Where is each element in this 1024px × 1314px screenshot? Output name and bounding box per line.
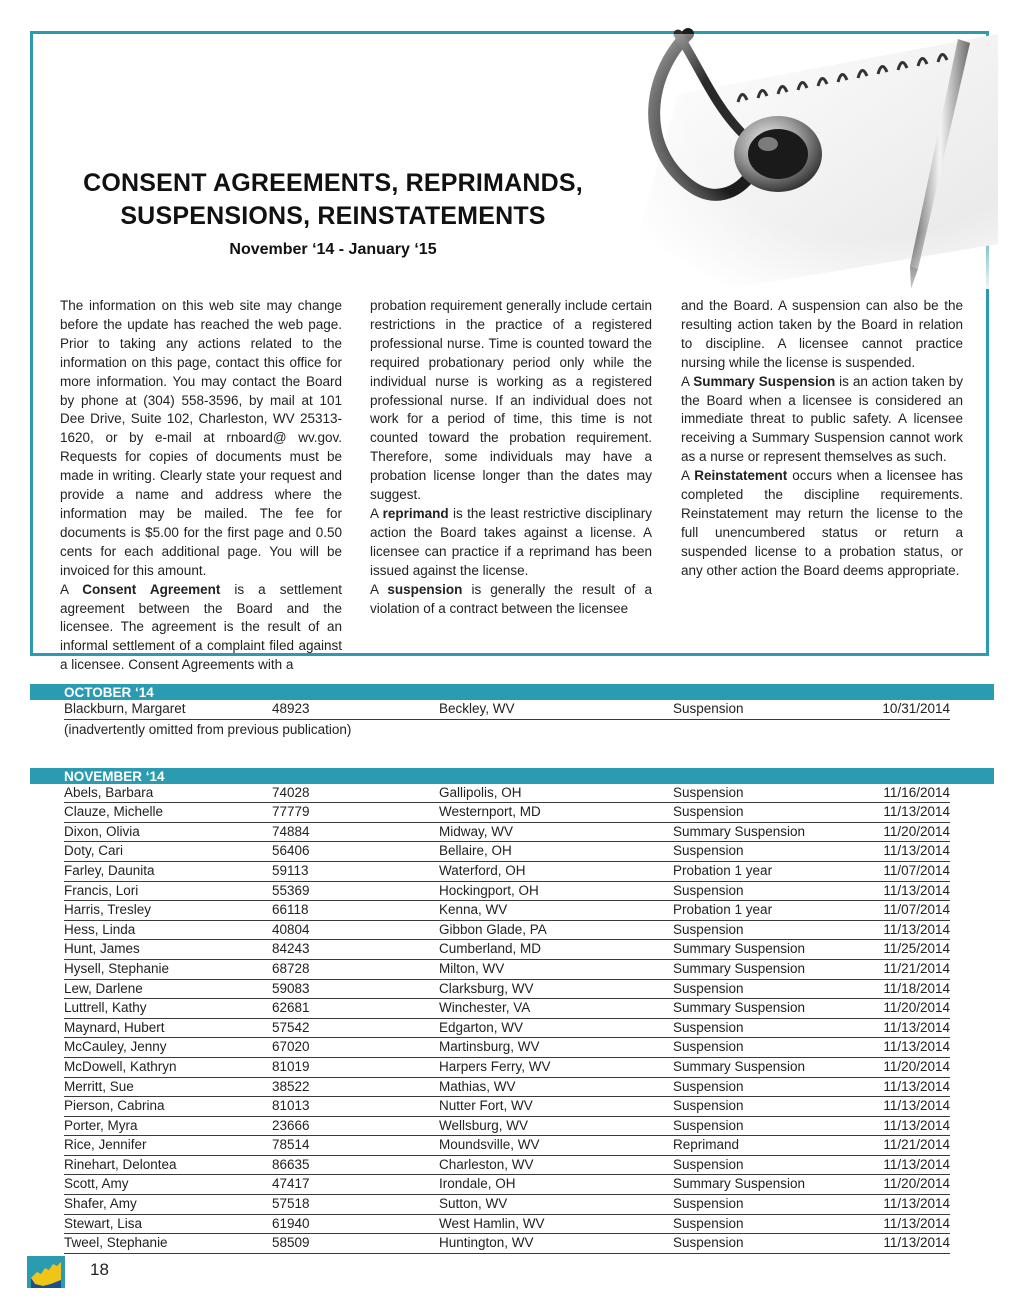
licensee-name: Rice, Jennifer bbox=[64, 1137, 147, 1153]
licensee-name: Lew, Darlene bbox=[64, 980, 143, 996]
consent-paragraph-continued: probation requirement generally include certain restrictions in the practice of a registered professional nurse. Time is counted toward the required probationary period only while the individual nurse is working as a registered professional nurse. If an individual does not work for a period of time, this time is not counted toward the probation requirement. Therefore, some individuals may have a probation license longer than the dates may suggest. bbox=[370, 298, 652, 503]
table-row bbox=[64, 803, 950, 823]
action: Suspension bbox=[673, 882, 744, 898]
license-number: 81013 bbox=[272, 1098, 310, 1114]
table-row bbox=[64, 1038, 950, 1058]
action-date: 11/20/2014 bbox=[883, 1000, 950, 1016]
discipline-list bbox=[30, 684, 994, 1254]
table-row bbox=[64, 1234, 950, 1254]
table-row bbox=[64, 1195, 950, 1215]
action-date: 11/13/2014 bbox=[883, 1078, 950, 1094]
license-number: 74884 bbox=[272, 823, 310, 839]
action-date: 11/13/2014 bbox=[883, 1019, 950, 1035]
title-line-1: CONSENT AGREEMENTS, REPRIMANDS, bbox=[83, 169, 583, 197]
action: Suspension bbox=[673, 1156, 744, 1172]
intro-panel bbox=[30, 31, 989, 673]
text-column-3 bbox=[681, 297, 963, 581]
table-row bbox=[64, 784, 950, 804]
reinstatement-paragraph-term: Reinstatement bbox=[694, 468, 788, 484]
month-heading-november: NOVEMBER ‘14 bbox=[30, 768, 994, 784]
page-number: 18 bbox=[90, 1260, 109, 1279]
table-row bbox=[64, 862, 950, 882]
licensee-name: Hunt, James bbox=[64, 941, 140, 957]
action: Suspension bbox=[673, 921, 744, 937]
action-date: 11/20/2014 bbox=[883, 1176, 950, 1192]
license-number: 38522 bbox=[272, 1078, 310, 1094]
city: Kenna, WV bbox=[439, 902, 508, 918]
suspension-continued-paragraph: and the Board. A suspension can also be the resulting action taken by the Board in relation to discipline. A licensee cannot practice nursing while the license is suspended. bbox=[681, 298, 963, 370]
license-number: 62681 bbox=[272, 1000, 310, 1016]
city: Moundsville, WV bbox=[439, 1137, 540, 1153]
city: Sutton, WV bbox=[439, 1196, 508, 1212]
action-date: 11/13/2014 bbox=[883, 1235, 950, 1251]
table-row bbox=[64, 700, 950, 720]
city: Martinsburg, WV bbox=[439, 1039, 540, 1055]
text-column-1 bbox=[60, 297, 342, 675]
city: Gibbon Glade, PA bbox=[439, 921, 547, 937]
table-row bbox=[64, 921, 950, 941]
licensee-name: Hess, Linda bbox=[64, 921, 136, 937]
license-number: 23666 bbox=[272, 1117, 310, 1133]
october-rows bbox=[30, 700, 994, 720]
action-date: 10/31/2014 bbox=[882, 701, 950, 716]
license-number: 61940 bbox=[272, 1215, 310, 1231]
action: Summary Suspension bbox=[673, 941, 806, 957]
table-row bbox=[64, 1215, 950, 1235]
license-number: 57518 bbox=[272, 1196, 310, 1212]
action: Suspension bbox=[673, 1019, 744, 1035]
licensee-name: Abels, Barbara bbox=[64, 784, 154, 800]
action: Suspension bbox=[673, 1039, 744, 1055]
city: Milton, WV bbox=[439, 960, 505, 976]
action-date: 11/21/2014 bbox=[883, 960, 950, 976]
licensee-name: Hysell, Stephanie bbox=[64, 960, 170, 976]
table-row bbox=[64, 1117, 950, 1137]
licensee-name: Maynard, Hubert bbox=[64, 1019, 165, 1035]
action: Summary Suspension bbox=[673, 960, 806, 976]
city: Charleston, WV bbox=[439, 1156, 534, 1172]
city: Nutter Fort, WV bbox=[439, 1098, 533, 1114]
table-row bbox=[64, 842, 950, 862]
table-row bbox=[64, 940, 950, 960]
city: West Hamlin, WV bbox=[439, 1215, 545, 1231]
city: Mathias, WV bbox=[439, 1078, 516, 1094]
summary-suspension-paragraph: A Summary Suspension is an action taken by the Board when a licensee is considered an immediate threat to public safety. A licensee receiving a Summary Suspension cannot work as a nurse or represent themselves as such. bbox=[681, 373, 964, 465]
suspension-paragraph: A suspension is generally the result of a violation of a contract between the licensee bbox=[370, 581, 652, 616]
action-date: 11/13/2014 bbox=[883, 1117, 950, 1133]
west-virginia-state-icon bbox=[27, 1250, 65, 1292]
action-date: 11/13/2014 bbox=[883, 1098, 950, 1114]
date-range-subtitle: November ‘14 - January ‘15 bbox=[229, 241, 437, 258]
action-date: 11/07/2014 bbox=[883, 902, 950, 918]
licensee-name: Doty, Cari bbox=[64, 843, 124, 859]
action-date: 11/07/2014 bbox=[883, 862, 950, 878]
action: Suspension bbox=[673, 843, 744, 859]
action-date: 11/13/2014 bbox=[883, 1196, 950, 1212]
licensee-name: Porter, Myra bbox=[64, 1117, 138, 1133]
license-number: 67020 bbox=[272, 1039, 310, 1055]
action: Suspension bbox=[673, 980, 744, 996]
action-date: 11/13/2014 bbox=[883, 1215, 950, 1231]
table-row bbox=[64, 999, 950, 1019]
city: Beckley, WV bbox=[439, 701, 515, 716]
city: Edgarton, WV bbox=[439, 1019, 524, 1035]
action: Suspension bbox=[673, 1098, 744, 1114]
action: Reprimand bbox=[673, 1137, 740, 1153]
licensee-name: Blackburn, Margaret bbox=[64, 701, 186, 716]
action: Suspension bbox=[673, 804, 744, 820]
license-number: 59083 bbox=[272, 980, 310, 996]
license-number: 59113 bbox=[272, 862, 309, 878]
city: Winchester, VA bbox=[439, 1000, 531, 1016]
summary-suspension-paragraph-term: Summary Suspension bbox=[693, 373, 836, 389]
city: Waterford, OH bbox=[439, 862, 526, 878]
action-date: 11/13/2014 bbox=[883, 1156, 950, 1172]
licensee-name: Farley, Daunita bbox=[64, 862, 155, 878]
license-number: 57542 bbox=[272, 1019, 310, 1035]
city: Irondale, OH bbox=[439, 1176, 516, 1192]
action-date: 11/13/2014 bbox=[883, 843, 950, 859]
stethoscope-illustration bbox=[618, 34, 998, 289]
licensee-name: McCauley, Jenny bbox=[64, 1039, 167, 1055]
reprimand-paragraph: A reprimand is the least restrictive disciplinary action the Board takes against a license. A licensee can practice if a reprimand has been issued against the license. bbox=[370, 505, 652, 578]
license-number: 56406 bbox=[272, 843, 310, 859]
license-number: 81019 bbox=[272, 1058, 310, 1074]
license-number: 68728 bbox=[272, 960, 310, 976]
city: Clarksburg, WV bbox=[439, 980, 534, 996]
license-number: 40804 bbox=[272, 921, 310, 937]
action-date: 11/16/2014 bbox=[883, 784, 950, 800]
licensee-name: Pierson, Cabrina bbox=[64, 1098, 165, 1114]
city: Wellsburg, WV bbox=[439, 1117, 529, 1133]
action-date: 11/18/2014 bbox=[883, 980, 950, 996]
month-heading-october: OCTOBER ‘14 bbox=[30, 684, 994, 700]
page-title bbox=[53, 167, 613, 233]
reinstatement-paragraph: A Reinstatement occurs when a licensee has completed the discipline requirements. Reinstatement may return the license to the full unencumbered status or return a suspended license to a probation status, or any other action the Board deems appropriate. bbox=[681, 468, 964, 578]
action: Suspension bbox=[673, 1196, 744, 1212]
action-date: 11/13/2014 bbox=[883, 804, 950, 820]
november-rows bbox=[30, 784, 994, 1254]
action-date: 11/25/2014 bbox=[883, 941, 950, 957]
consent-paragraph: A Consent Agreement is a settlement agreement between the Board and the licensee. The agreement is the result of an informal settlement of a complaint filed against a licensee. Consent Agreements with a bbox=[60, 581, 342, 673]
city: Gallipolis, OH bbox=[439, 784, 522, 800]
table-row bbox=[64, 882, 950, 902]
city: Huntington, WV bbox=[439, 1235, 534, 1251]
license-number: 77779 bbox=[272, 804, 310, 820]
licensee-name: McDowell, Kathryn bbox=[64, 1058, 177, 1074]
omission-note: (inadvertently omitted from previous publication) bbox=[64, 721, 352, 737]
table-row bbox=[64, 960, 950, 980]
licensee-name: Merritt, Sue bbox=[64, 1078, 134, 1094]
action: Suspension bbox=[673, 1117, 744, 1133]
table-row bbox=[64, 1156, 950, 1176]
license-number: 86635 bbox=[272, 1156, 310, 1172]
table-row bbox=[64, 1136, 950, 1156]
action: Summary Suspension bbox=[673, 1000, 806, 1016]
action-date: 11/13/2014 bbox=[883, 1039, 950, 1055]
city: Westernport, MD bbox=[439, 804, 541, 820]
action: Probation 1 year bbox=[673, 862, 773, 878]
action-date: 11/21/2014 bbox=[883, 1137, 950, 1153]
licensee-name: Harris, Tresley bbox=[64, 902, 152, 918]
license-number: 47417 bbox=[272, 1176, 310, 1192]
action: Suspension bbox=[673, 784, 744, 800]
table-row bbox=[64, 1078, 950, 1098]
action-date: 11/13/2014 bbox=[883, 882, 950, 898]
table-row bbox=[64, 1019, 950, 1039]
suspension-paragraph-term: suspension bbox=[387, 581, 463, 597]
action: Summary Suspension bbox=[673, 823, 806, 839]
table-row bbox=[64, 980, 950, 1000]
action: Suspension bbox=[673, 1215, 744, 1231]
licensee-name: Stewart, Lisa bbox=[64, 1215, 143, 1231]
license-number: 58509 bbox=[272, 1235, 310, 1251]
licensee-name: Rinehart, Delontea bbox=[64, 1156, 177, 1172]
licensee-name: Tweel, Stephanie bbox=[64, 1235, 168, 1251]
city: Cumberland, MD bbox=[439, 941, 542, 957]
table-row bbox=[64, 1058, 950, 1078]
action: Summary Suspension bbox=[673, 1058, 806, 1074]
consent-term: Consent Agreement bbox=[82, 581, 221, 597]
licensee-name: Shafer, Amy bbox=[64, 1196, 137, 1212]
licensee-name: Clauze, Michelle bbox=[64, 804, 164, 820]
license-number: 66118 bbox=[272, 902, 309, 918]
city: Bellaire, OH bbox=[439, 843, 512, 859]
action: Suspension bbox=[673, 701, 744, 716]
licensee-name: Francis, Lori bbox=[64, 882, 139, 898]
licensee-name: Scott, Amy bbox=[64, 1176, 129, 1192]
table-row bbox=[64, 901, 950, 921]
text-column-2 bbox=[370, 297, 652, 618]
table-row bbox=[64, 1097, 950, 1117]
license-number: 78514 bbox=[272, 1137, 310, 1153]
city: Harpers Ferry, WV bbox=[439, 1058, 551, 1074]
license-number: 48923 bbox=[272, 701, 310, 716]
license-number: 84243 bbox=[272, 941, 310, 957]
table-row bbox=[64, 823, 950, 843]
action: Suspension bbox=[673, 1078, 744, 1094]
action-date: 11/20/2014 bbox=[883, 1058, 950, 1074]
action-date: 11/20/2014 bbox=[883, 823, 950, 839]
intro-paragraph: The information on this web site may change before the update has reached the web page. Prior to taking any actions related to the information on this page, contact this office for more information. You may contact the Board by phone at (304) 558-3596, by mail at 101 Dee Drive, Suite 102, Charleston, WV 25313-1620, or by e-mail at rnboard@ wv.gov. Requests for copies of documents must be made in writing. Clearly state your request and provide a name and address where the information may be mailed. The fee for documents is $5.00 for the first page and 0.50 cents for each additional page. You will be invoiced for this amount. bbox=[60, 298, 342, 578]
action: Suspension bbox=[673, 1235, 744, 1251]
reprimand-paragraph-term: reprimand bbox=[382, 505, 449, 521]
license-number: 74028 bbox=[272, 784, 310, 800]
city: Midway, WV bbox=[439, 823, 514, 839]
action-date: 11/13/2014 bbox=[883, 921, 950, 937]
action: Probation 1 year bbox=[673, 902, 773, 918]
title-line-2: SUSPENSIONS, REINSTATEMENTS bbox=[120, 202, 546, 230]
licensee-name: Luttrell, Kathy bbox=[64, 1000, 147, 1016]
city: Hockingport, OH bbox=[439, 882, 539, 898]
license-number: 55369 bbox=[272, 882, 310, 898]
table-row bbox=[64, 1175, 950, 1195]
licensee-name: Dixon, Olivia bbox=[64, 823, 140, 839]
action: Summary Suspension bbox=[673, 1176, 806, 1192]
